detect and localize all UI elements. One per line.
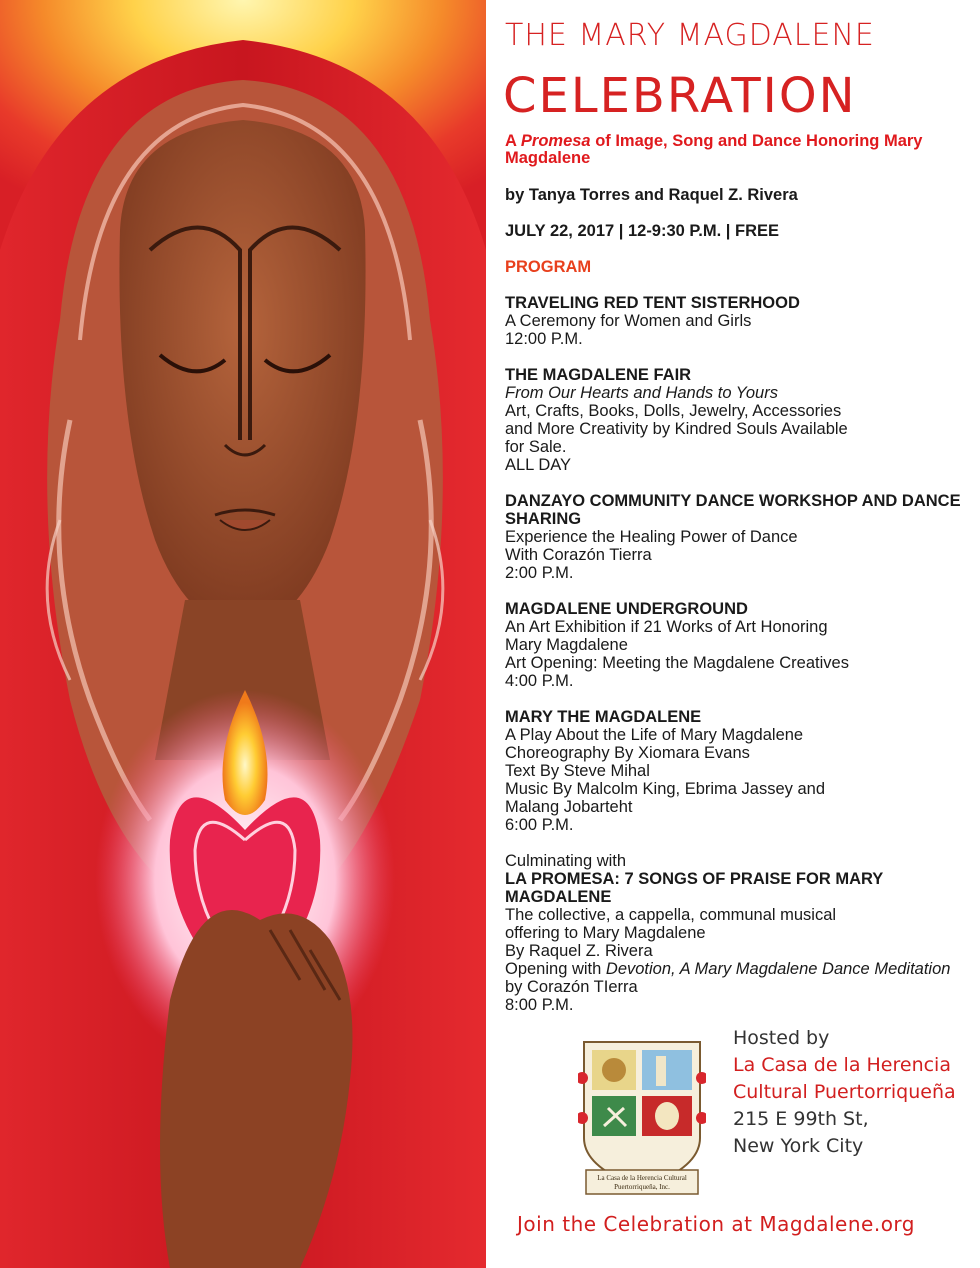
event-heading: THE MAGDALENE FAIR: [505, 366, 692, 384]
title-line-1: THE MARY MAGDALENE: [505, 18, 875, 53]
casa-herencia-crest-logo: [578, 1038, 706, 1198]
host-info: [733, 1025, 956, 1160]
opening-prefix: Opening with: [505, 960, 606, 978]
host-org-line-2: Cultural Puertorriqueña: [733, 1081, 956, 1103]
event-line: By Raquel Z. Rivera: [505, 942, 653, 960]
subtitle-prefix: A: [505, 132, 521, 150]
event-line: Music By Malcolm King, Ebrima Jassey and: [505, 780, 826, 798]
subtitle-rest: of Image, Song and Dance Honoring Mary Magdalene: [505, 132, 923, 167]
event-line: Mary Magdalene: [505, 636, 628, 654]
event-mary-the-magdalene: [505, 708, 965, 834]
finale-opening: [505, 960, 965, 978]
event-time: 8:00 P.M.: [505, 996, 574, 1014]
event-line: A Ceremony for Women and Girls: [505, 312, 752, 330]
event-time: 12:00 P.M.: [505, 330, 583, 348]
opening-title: Devotion, A Mary Magdalene Dance Meditation: [605, 960, 951, 978]
host-org-line-1: La Casa de la Herencia: [733, 1054, 951, 1076]
event-time: 4:00 P.M.: [505, 672, 574, 690]
event-line: With Corazón Tierra: [505, 546, 652, 564]
crest-banner-line-1: La Casa de la Herencia Cultural: [597, 1174, 687, 1182]
event-line: for Sale.: [505, 438, 567, 456]
host-label: Hosted by: [733, 1027, 830, 1049]
event-line: Experience the Healing Power of Dance: [505, 528, 798, 546]
event-traveling-red-tent: [505, 294, 965, 348]
event-danzayo-workshop: [505, 492, 965, 582]
event-line: and More Creativity by Kindred Souls Available: [505, 420, 848, 438]
event-line: Text By Steve Mihal: [505, 762, 650, 780]
event-line: The collective, a cappella, communal musical: [505, 906, 837, 924]
event-time: 6:00 P.M.: [505, 816, 574, 834]
event-line: by Corazón TIerra: [505, 978, 638, 996]
crest-banner-line-2: Puertorriqueña, Inc.: [614, 1183, 670, 1191]
event-heading: LA PROMESA: 7 SONGS OF PRAISE FOR MARY MAGDALENE: [505, 870, 884, 906]
finale-intro: Culminating with: [505, 852, 627, 870]
byline: by Tanya Torres and Raquel Z. Rivera: [505, 186, 798, 204]
event-line: Malang Jobarteht: [505, 798, 633, 816]
event-la-promesa: [505, 852, 965, 1014]
title-line-2: CELEBRATION: [503, 68, 857, 124]
painting-mary-magdalene: [0, 0, 486, 1268]
event-magdalene-underground: [505, 600, 965, 690]
program-label: PROGRAM: [505, 258, 592, 276]
host-address-line-1: 215 E 99th St,: [733, 1108, 869, 1130]
event-time: ALL DAY: [505, 456, 572, 474]
event-line: offering to Mary Magdalene: [505, 924, 706, 942]
event-line: Art Opening: Meeting the Magdalene Creatives: [505, 654, 849, 672]
event-heading: MAGDALENE UNDERGROUND: [505, 600, 748, 618]
event-line: Art, Crafts, Books, Dolls, Jewelry, Accessories: [505, 402, 842, 420]
event-heading: DANZAYO COMMUNITY DANCE WORKSHOP AND DANCE SHARING: [505, 492, 961, 528]
subtitle: [505, 133, 965, 167]
event-time: 2:00 P.M.: [505, 564, 574, 582]
subtitle-emphasis: Promesa: [520, 132, 591, 150]
call-to-action: Join the Celebration at Magdalene.org: [517, 1212, 915, 1236]
event-line: An Art Exhibition if 21 Works of Art Honoring: [505, 618, 828, 636]
event-tagline: From Our Hearts and Hands to Yours: [505, 384, 778, 402]
event-line: Choreography By Xiomara Evans: [505, 744, 750, 762]
event-line: A Play About the Life of Mary Magdalene: [505, 726, 804, 744]
event-heading: MARY THE MAGDALENE: [505, 708, 702, 726]
host-address-line-2: New York City: [733, 1135, 864, 1157]
event-magdalene-fair: [505, 366, 965, 474]
event-heading: TRAVELING RED TENT SISTERHOOD: [505, 294, 800, 312]
date-line: JULY 22, 2017 | 12-9:30 P.M. | FREE: [505, 222, 779, 240]
